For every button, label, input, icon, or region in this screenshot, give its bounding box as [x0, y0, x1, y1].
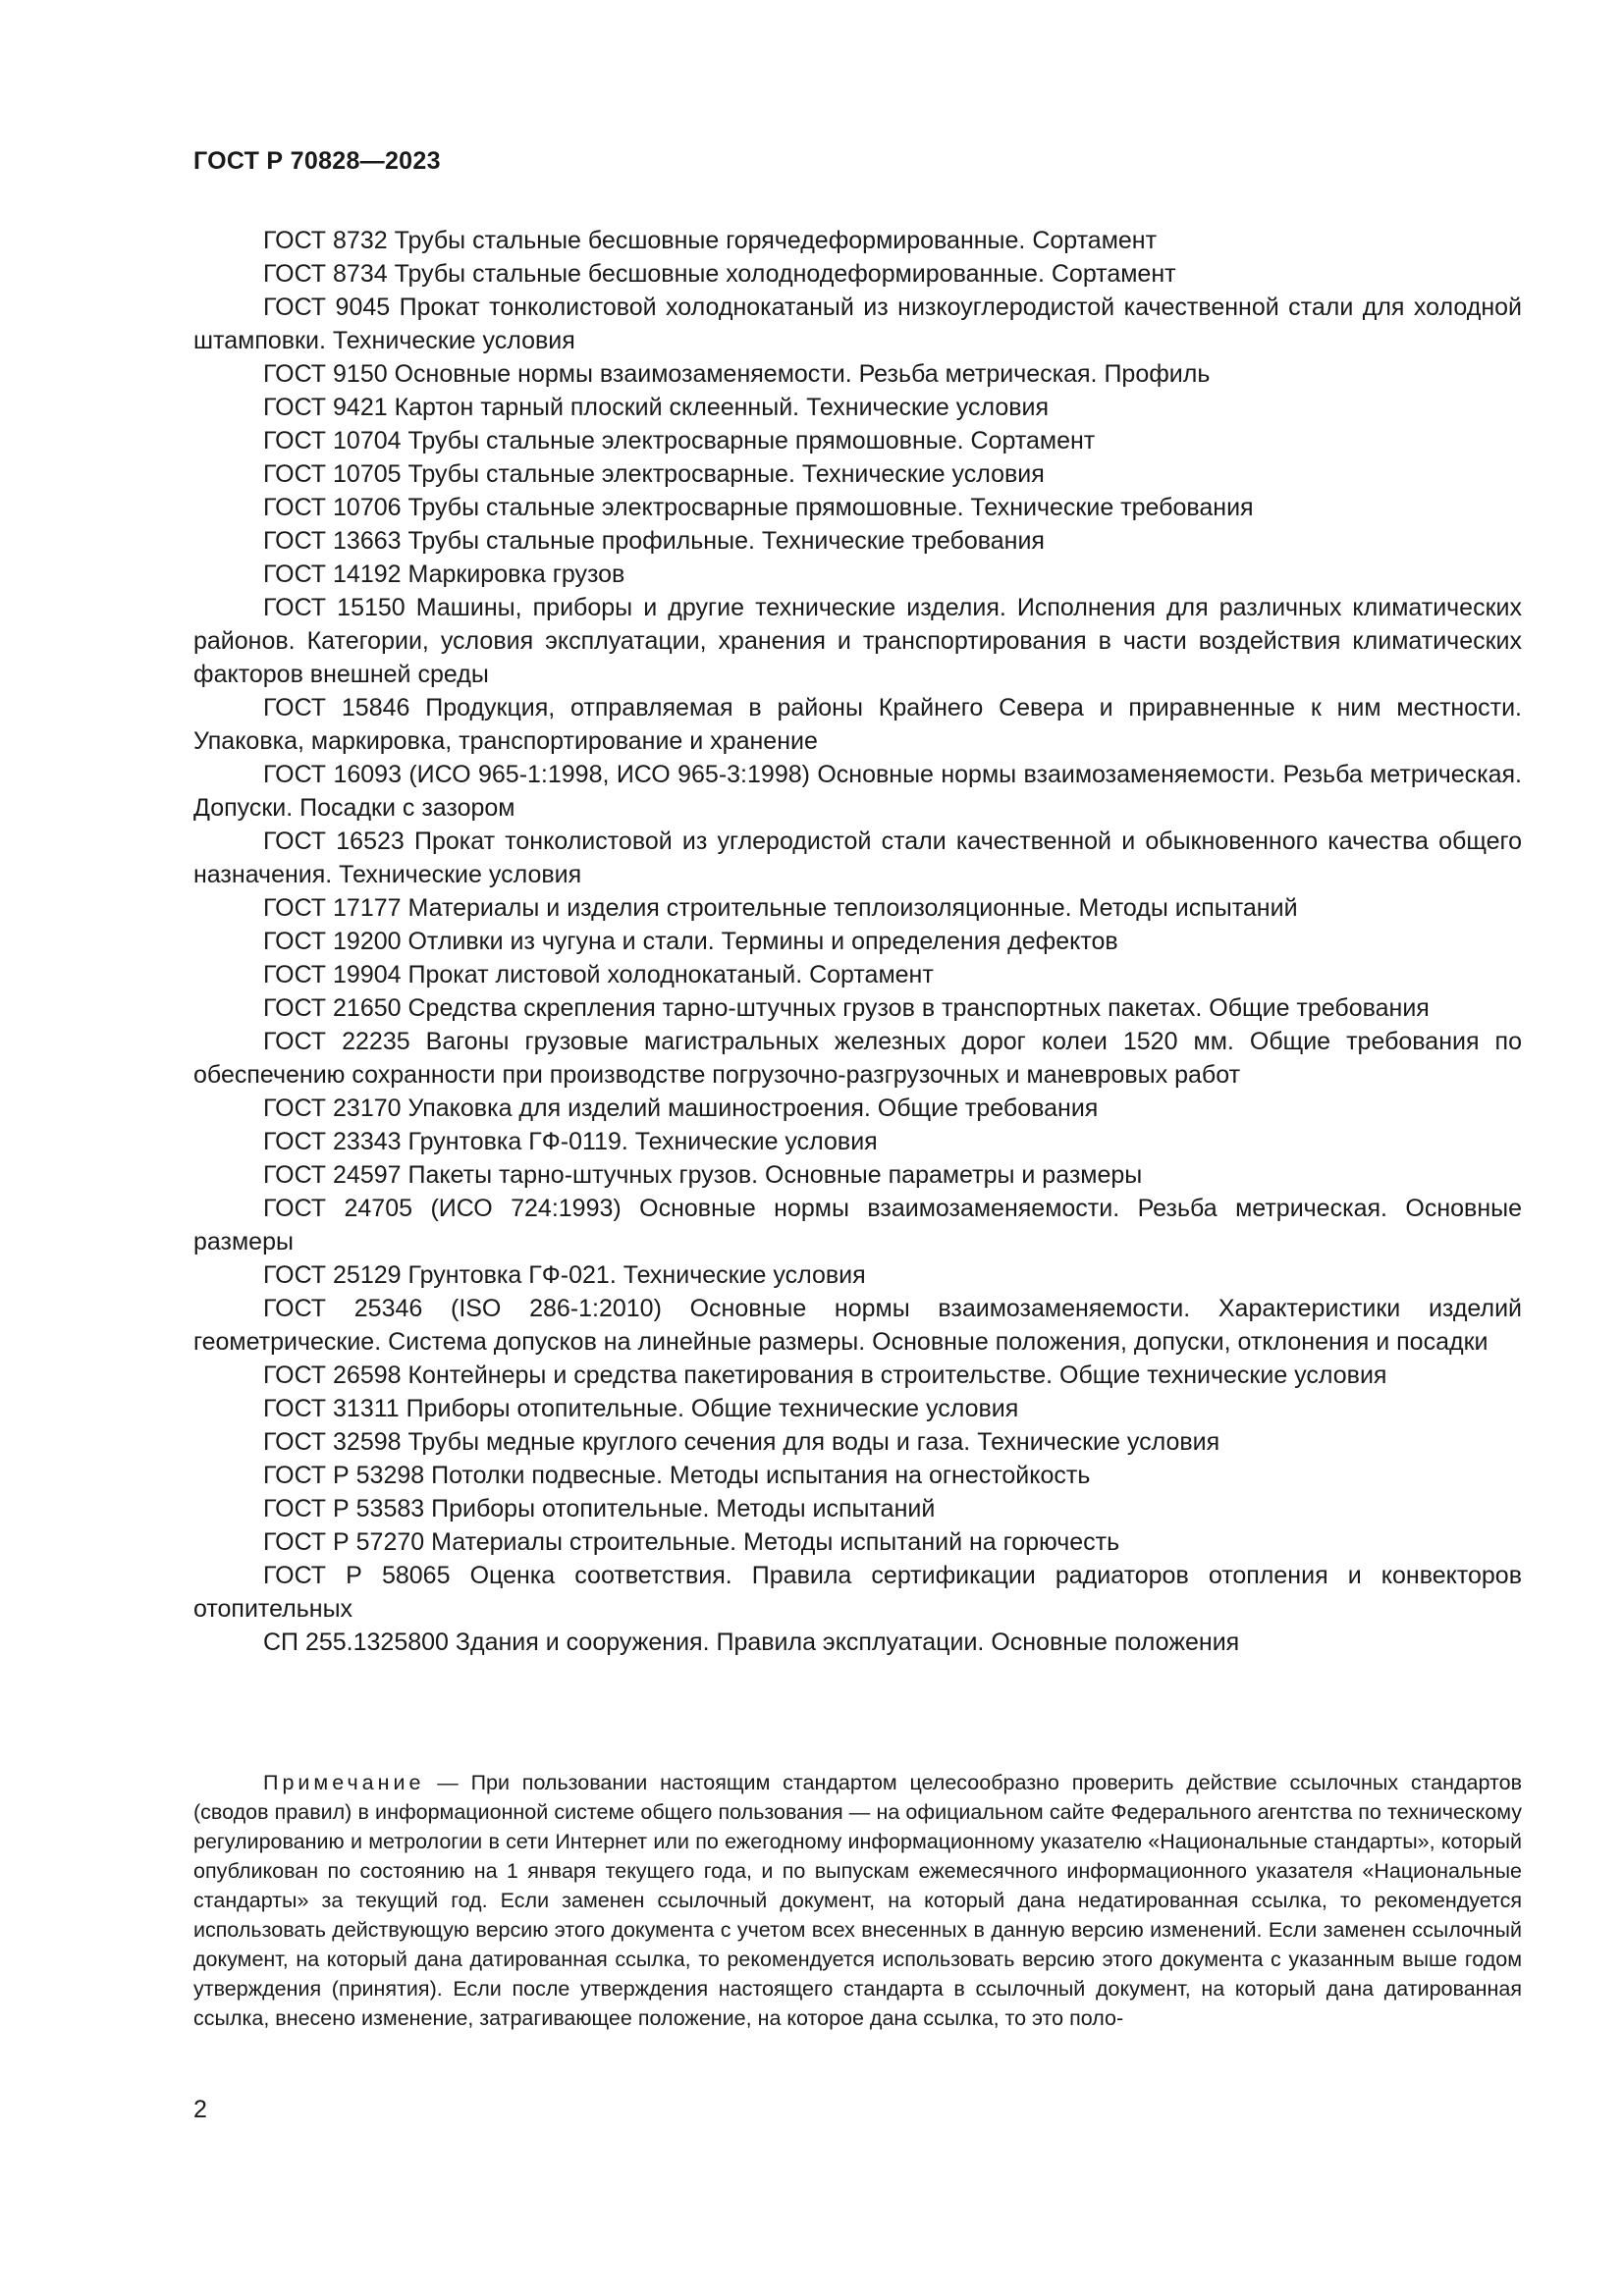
- reference-item: ГОСТ 24597 Пакеты тарно-штучных грузов. Основные параметры и размеры: [263, 1161, 1143, 1189]
- reference-item: ГОСТ Р 53583 Приборы отопительные. Методы испытаний: [263, 1495, 936, 1522]
- reference-item: ГОСТ 10705 Трубы стальные электросварные. Технические условия: [263, 460, 1045, 488]
- normative-references-list: [193, 224, 1522, 1659]
- reference-item: ГОСТ 23343 Грунтовка ГФ-0119. Технические условия: [263, 1128, 878, 1155]
- reference-item: ГОСТ 31311 Приборы отопительные. Общие технические условия: [263, 1395, 1019, 1422]
- reference-item: ГОСТ Р 58065 Оценка соответствия. Правила сертификации радиаторов отопления и конвекторов отопительных: [193, 1562, 1522, 1623]
- reference-item: ГОСТ 16093 (ИСО 965-1:1998, ИСО 965-3:1998) Основные нормы взаимозаменяемости. Резьба метрическая. Допуски. Посадки с зазором: [193, 761, 1522, 822]
- reference-item: ГОСТ 25129 Грунтовка ГФ-021. Технические условия: [263, 1261, 866, 1289]
- reference-item: ГОСТ 8734 Трубы стальные бесшовные холоднодеформированные. Сортамент: [263, 260, 1176, 288]
- reference-item: ГОСТ 10706 Трубы стальные электросварные прямошовные. Технические требования: [263, 494, 1254, 521]
- reference-item: ГОСТ 22235 Вагоны грузовые магистральных железных дорог колеи 1520 мм. Общие требования по обеспечению сохранности при производстве погрузочно-разгрузочных и маневровых работ: [193, 1028, 1522, 1089]
- reference-item: ГОСТ 25346 (ISO 286-1:2010) Основные нормы взаимозаменяемости. Характеристики изделий геометрические. Система допусков на линейные размеры. Основные положения, допуски, отклонения и посадки: [193, 1295, 1522, 1356]
- reference-item: ГОСТ 26598 Контейнеры и средства пакетирования в строительстве. Общие технические условия: [263, 1362, 1387, 1389]
- reference-item: ГОСТ Р 57270 Материалы строительные. Методы испытаний на горючесть: [263, 1528, 1120, 1556]
- reference-item: ГОСТ 21650 Средства скрепления тарно-штучных грузов в транспортных пакетах. Общие требования: [263, 994, 1430, 1022]
- note-paragraph: [193, 1768, 1522, 2033]
- reference-item: ГОСТ 8732 Трубы стальные бесшовные горячедеформированные. Сортамент: [263, 227, 1158, 254]
- reference-item: ГОСТ 9421 Картон тарный плоский склеенный. Технические условия: [263, 394, 1050, 421]
- document-header: ГОСТ Р 70828—2023: [193, 147, 441, 175]
- reference-item: ГОСТ 32598 Трубы медные круглого сечения для воды и газа. Технические условия: [263, 1428, 1220, 1456]
- reference-item: ГОСТ 15150 Машины, приборы и другие технические изделия. Исполнения для различных климатических районов. Категории, условия эксплуатации, хранения и транспортирования в части воздействия климатических факторов внешней среды: [193, 594, 1522, 688]
- reference-item: ГОСТ 17177 Материалы и изделия строительные теплоизоляционные. Методы испытаний: [263, 894, 1298, 922]
- reference-item: ГОСТ Р 53298 Потолки подвесные. Методы испытания на огнестойкость: [263, 1462, 1091, 1489]
- reference-item: ГОСТ 23170 Упаковка для изделий машиностроения. Общие требования: [263, 1095, 1099, 1122]
- reference-item: ГОСТ 14192 Маркировка грузов: [263, 561, 625, 588]
- reference-item: ГОСТ 19904 Прокат листовой холоднокатаный. Сортамент: [263, 961, 934, 988]
- reference-item: ГОСТ 10704 Трубы стальные электросварные прямошовные. Сортамент: [263, 427, 1096, 454]
- reference-item: ГОСТ 15846 Продукция, отправляемая в районы Крайнего Севера и приравненные к ним местности. Упаковка, маркировка, транспортирование и хранение: [193, 694, 1522, 755]
- note-text: — При пользовании настоящим стандартом целесообразно проверить действие ссылочных стандартов (сводов правил) в информационной системе общего пользования — на официальном сайте Федерального агентства по техническому регулированию и метрологии в сети Интернет или по ежегодному информационному указателю «Национальные стандарты», который опубликован по состоянию на 1 января текущего года, и по выпускам ежемесячного информационного указателя «Национальные стандарты» за текущий год. Если заменен ссылочный документ, на который дана недатированная ссылка, то рекомендуется использовать действующую версию этого документа с учетом всех внесенных в данную версию изменений. Если заменен ссылочный документ, на который дана датированная ссылка, то рекомендуется использовать версию этого документа с указанным выше годом утверждения (принятия). Если после утверждения настоящего стандарта в ссылочный документ, на который дана датированная ссылка, внесено изменение, затрагивающее положение, на которое дана ссылка, то это поло-: [193, 1771, 1522, 2030]
- note-label: Примечание: [263, 1771, 425, 1794]
- reference-item: ГОСТ 19200 Отливки из чугуна и стали. Термины и определения дефектов: [263, 928, 1118, 955]
- page-number: 2: [193, 2096, 207, 2123]
- reference-item: ГОСТ 9150 Основные нормы взаимозаменяемости. Резьба метрическая. Профиль: [263, 360, 1211, 388]
- reference-item: ГОСТ 16523 Прокат тонколистовой из углеродистой стали качественной и обыкновенного качества общего назначения. Технические условия: [193, 828, 1522, 888]
- reference-item: ГОСТ 9045 Прокат тонколистовой холоднокатаный из низкоуглеродистой качественной стали для холодной штамповки. Технические условия: [193, 294, 1522, 354]
- reference-item: ГОСТ 24705 (ИСО 724:1993) Основные нормы взаимозаменяемости. Резьба метрическая. Основные размеры: [193, 1195, 1522, 1255]
- reference-item: СП 255.1325800 Здания и сооружения. Правила эксплуатации. Основные положения: [263, 1629, 1240, 1656]
- reference-item: ГОСТ 13663 Трубы стальные профильные. Технические требования: [263, 527, 1045, 555]
